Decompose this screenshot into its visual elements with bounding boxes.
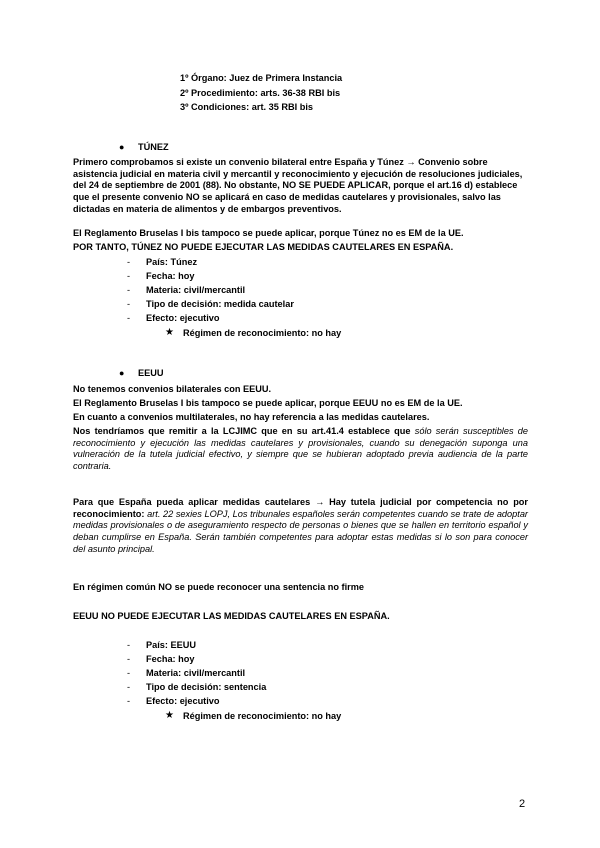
star-icon: ★	[165, 710, 174, 721]
eeuu-list-item: Tipo de decisión: sentencia	[146, 682, 267, 692]
eeuu-heading: EEUU	[138, 368, 164, 378]
dash-icon: -	[127, 285, 131, 295]
tunez-list-item: País: Túnez	[146, 257, 198, 267]
tunez-list-item: Efecto: ejecutivo	[146, 313, 220, 323]
eeuu-paragraph-6: En régimen común NO se puede reconocer una sentencia no firme	[73, 582, 365, 592]
tunez-list-item: Tipo de decisión: medida cautelar	[146, 299, 294, 309]
page-number: 2	[519, 798, 526, 810]
bullet-icon: ●	[119, 368, 125, 378]
eeuu-paragraph-7: EEUU NO PUEDE EJECUTAR LAS MEDIDAS CAUTELARES EN ESPAÑA.	[73, 611, 390, 621]
dash-icon: -	[127, 640, 131, 650]
eeuu-list-item: Fecha: hoy	[146, 654, 195, 664]
tunez-paragraph-2: El Reglamento Bruselas I bis tampoco se puede aplicar, porque Túnez no es EM de la UE.	[73, 228, 464, 238]
tunez-list-item: Fecha: hoy	[146, 271, 195, 281]
eeuu-p4-lead: Nos tendríamos que remitir a la LCJIMC que en su art.41.4 establece que	[73, 426, 411, 436]
dash-icon: -	[127, 299, 131, 309]
tunez-heading: TÚNEZ	[138, 142, 169, 152]
tunez-paragraph-3: POR TANTO, TÚNEZ NO PUEDE EJECUTAR LAS MEDIDAS CAUTELARES EN ESPAÑA.	[73, 242, 454, 252]
organo-line-1: 1º Órgano: Juez de Primera Instancia	[180, 73, 343, 83]
dash-icon: -	[127, 696, 131, 706]
bullet-icon: ●	[119, 142, 125, 152]
dash-icon: -	[127, 313, 131, 323]
tunez-list-item: Materia: civil/mercantil	[146, 285, 246, 295]
eeuu-paragraph-4	[73, 426, 528, 473]
eeuu-p5-lead: Para que España pueda aplicar medidas cautelares → Hay tutela judicial por competencia no por reconocimiento:	[73, 497, 528, 519]
eeuu-list-item: Materia: civil/mercantil	[146, 668, 246, 678]
eeuu-paragraph-2: El Reglamento Bruselas I bis tampoco se puede aplicar, porque EEUU no es EM de la UE.	[73, 398, 463, 408]
dash-icon: -	[127, 271, 131, 281]
eeuu-list-item: País: EEUU	[146, 640, 197, 650]
eeuu-p5-quote: art. 22 sexies LOPJ, Los tribunales españoles serán competentes cuando se trate de adoptar medidas provisionales o de aseguramiento respecto de personas o bienes que se hallen en territorio español y deban cumplirse en España. Serán también competentes para adoptar estas medidas si lo son para conocer del asunto principal.	[73, 508, 528, 554]
dash-icon: -	[127, 654, 131, 664]
eeuu-p4-quote: sólo serán susceptibles de reconocimiento y ejecución las medidas cautelares y provisionales, cuando su denegación suponga una vulneración de la tutela judicial efectivo, y siempre que se hubieran adoptado previa audiencia de la parte contraria.	[73, 426, 528, 472]
organo-line-2: 2º Procedimiento: arts. 36-38 RBI bis	[180, 88, 341, 98]
eeuu-regimen: Régimen de reconocimiento: no hay	[183, 711, 342, 721]
organo-line-3: 3º Condiciones: art. 35 RBI bis	[180, 102, 314, 112]
dash-icon: -	[127, 668, 131, 678]
eeuu-paragraph-1: No tenemos convenios bilaterales con EEUU.	[73, 384, 272, 394]
eeuu-paragraph-3: En cuanto a convenios multilaterales, no hay referencia a las medidas cautelares.	[73, 412, 430, 422]
star-icon: ★	[165, 327, 174, 338]
tunez-regimen: Régimen de reconocimiento: no hay	[183, 328, 342, 338]
eeuu-list-item: Efecto: ejecutivo	[146, 696, 220, 706]
dash-icon: -	[127, 257, 131, 267]
dash-icon: -	[127, 682, 131, 692]
tunez-paragraph-1: Primero comprobamos si existe un convenio bilateral entre España y Túnez → Convenio sobre asistencia judicial en materia civil y mercantil y reconocimiento y ejecución de resoluciones judiciales, del 24 de septiembre de 2001 (88). No obstante, NO SE PUEDE APLICAR, porque el art.16 d) establece que el presente convenio NO se aplicará en caso de medidas cautelares y provisionales, salvo las dictadas en materia de alimentos y de embargos preventivos.	[73, 157, 523, 214]
eeuu-paragraph-5	[73, 497, 528, 556]
